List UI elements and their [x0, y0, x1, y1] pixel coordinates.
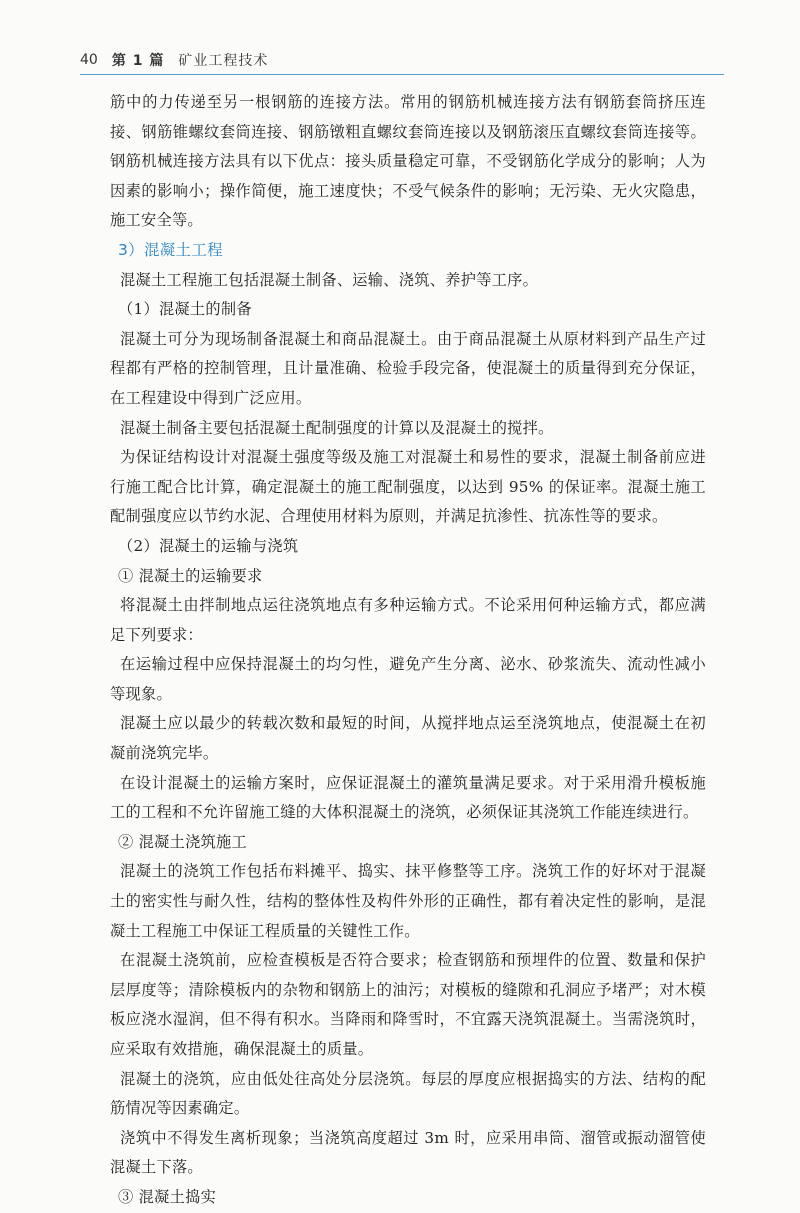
paragraph: 在混凝土浇筑前，应检查模板是否符合要求；检查钢筋和预埋件的位置、数量和保护层厚度等；清除模板内的杂物和钢筋上的油污；对模板的缝隙和孔洞应予堵严；对木模板应浇水湿润，但不得有积水。当降雨和降雪时，不宜露天浇筑混凝土。当需浇筑时，应采取有效措施，确保混凝土的质量。 — [110, 951, 706, 1058]
paragraph: 在运输过程中应保持混凝土的均匀性，避免产生分离、泌水、砂浆流失、流动性减小等现象。 — [110, 655, 706, 703]
paragraph: 混凝土的浇筑工作包括布料摊平、捣实、抹平修整等工序。浇筑工作的好坏对于混凝土的密实性与耐久性，结构的整体性及构件外形的正确性，都有着决定性的影响，是混凝土工程施工中保证工程质量的关键性工作。 — [110, 862, 706, 940]
chapter-title: 矿业工程技术 — [178, 53, 269, 69]
paragraph: 混凝土可分为现场制备混凝土和商品混凝土。由于商品混凝土从原材料到产品生产过程都有严格的控制管理，且计量准确、检验手段完备，使混凝土的质量得到充分保证，在工程建设中得到广泛应用。 — [110, 329, 706, 407]
paragraph: 筋中的力传递至另一根钢筋的连接方法。常用的钢筋机械连接方法有钢筋套筒挤压连接、钢筋锥螺纹套筒连接、钢筋镦粗直螺纹套筒连接以及钢筋滚压直螺纹套筒连接等。钢筋机械连接方法具有以下优点：接头质量稳定可靠，不受钢筋化学成分的影响；人为因素的影响小；操作简便，施工速度快；不受气候条件的影响；无污染、无火灾隐患，施工安全等。 — [110, 93, 706, 230]
paragraph: 混凝土应以最少的转载次数和最短的时间，从搅拌地点运至浇筑地点，使混凝土在初凝前浇筑完毕。 — [110, 714, 706, 763]
paragraph: 浇筑中不得发生离析现象；当浇筑高度超过 3m 时，应采用串筒、溜管或振动溜管使混凝土下落。 — [110, 1128, 706, 1177]
page-number: 40 — [80, 52, 98, 68]
item-heading: ③ 混凝土捣实 — [118, 1187, 217, 1206]
paragraph: 为保证结构设计对混凝土强度等级及施工对混凝土和易性的要求，混凝土制备前应进行施工配合比计算，确定混凝土的施工配制强度，以达到 95% 的保证率。混凝土施工配制强度应以节约水泥、合理使用材料为原则，并满足抗渗性、抗冻性等的要求。 — [110, 448, 706, 526]
paragraph: 混凝土工程施工包括混凝土制备、运输、浇筑、养护等工序。 — [120, 270, 539, 289]
part-label: 第 1 篇 — [111, 53, 165, 69]
item-heading: ① 混凝土的运输要求 — [118, 566, 263, 585]
section-heading: 3）混凝土工程 — [118, 240, 223, 259]
page-body — [110, 88, 706, 1213]
item-heading: ② 混凝土浇筑施工 — [118, 832, 248, 851]
paragraph: 在设计混凝土的运输方案时，应保证混凝土的灌筑量满足要求。对于采用滑升模板施工的工程和不允许留施工缝的大体积混凝土的浇筑，必须保证其浇筑工作能连续进行。 — [110, 773, 706, 822]
page-header — [80, 48, 724, 72]
paragraph: 混凝土的浇筑，应由低处往高处分层浇筑。每层的厚度应根据捣实的方法、结构的配筋情况等因素确定。 — [110, 1069, 706, 1118]
subsection-heading: （1）混凝土的制备 — [118, 300, 252, 319]
subsection-heading: （2）混凝土的运输与浇筑 — [118, 536, 299, 555]
paragraph: 混凝土制备主要包括混凝土配制强度的计算以及混凝土的搅拌。 — [120, 418, 554, 437]
paragraph: 将混凝土由拌制地点运往浇筑地点有多种运输方式。不论采用何种运输方式，都应满足下列要求： — [110, 596, 706, 644]
header-rule — [80, 74, 724, 75]
